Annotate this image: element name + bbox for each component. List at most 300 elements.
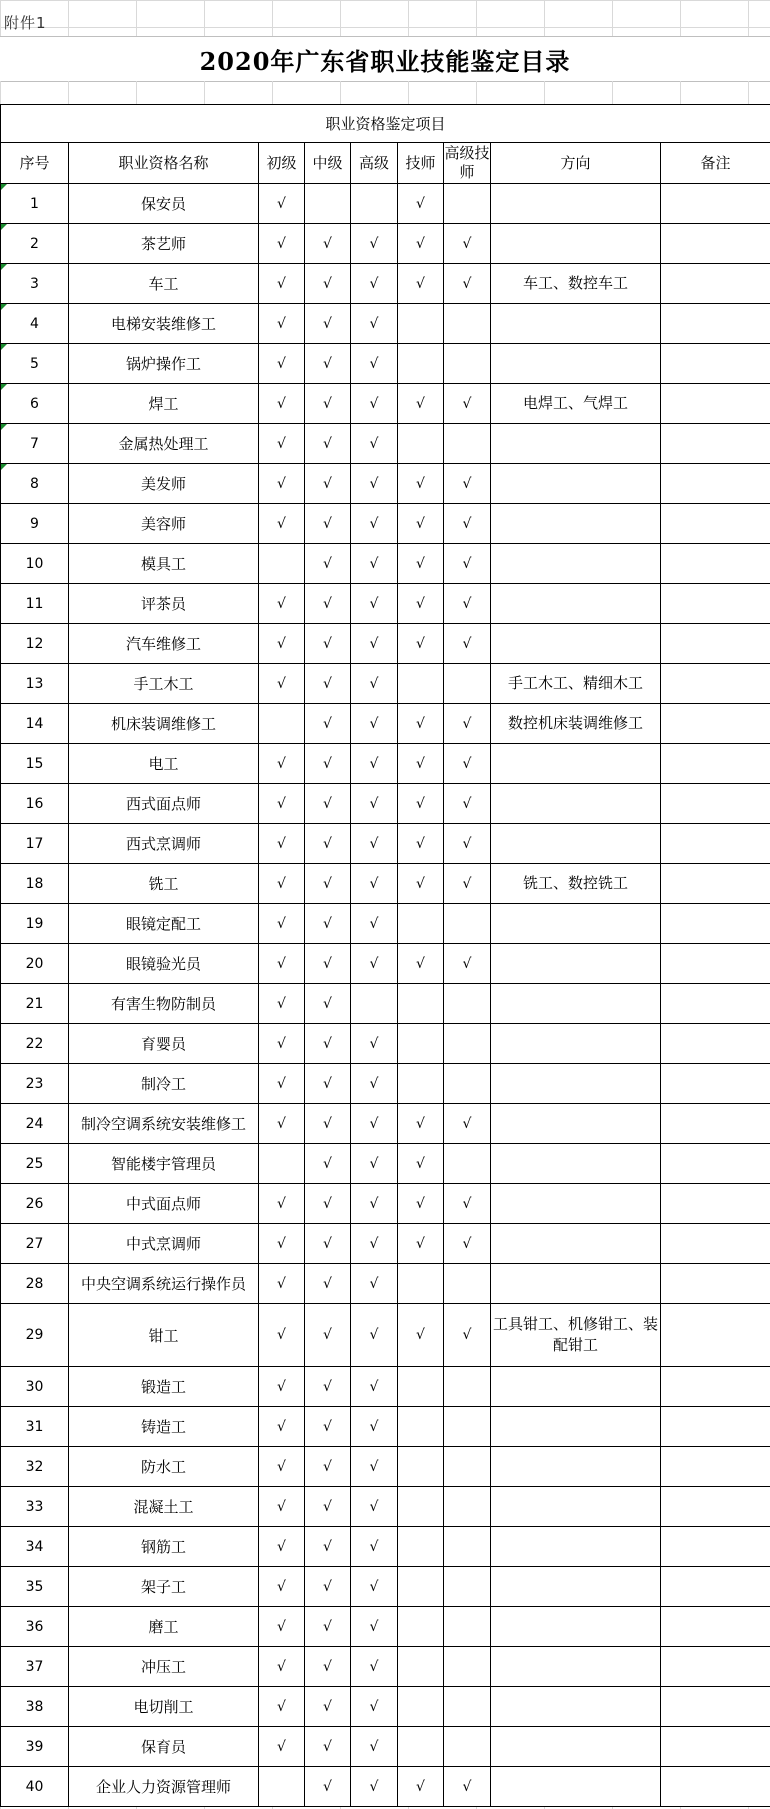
cell-occupation-name[interactable]: 车工 xyxy=(69,264,259,304)
cell-remarks[interactable] xyxy=(661,784,770,824)
cell-intermediate-check[interactable]: √ xyxy=(305,464,351,504)
cell-direction[interactable] xyxy=(491,624,661,664)
cell-direction[interactable] xyxy=(491,424,661,464)
cell-intermediate-check[interactable]: √ xyxy=(305,704,351,744)
cell-occupation-name[interactable]: 保育员 xyxy=(69,1727,259,1767)
cell-senior-technician-empty[interactable] xyxy=(444,1447,491,1487)
cell-seq[interactable]: 24 xyxy=(1,1104,69,1144)
cell-direction[interactable] xyxy=(491,184,661,224)
cell-remarks[interactable] xyxy=(661,1647,770,1687)
cell-seq[interactable]: 38 xyxy=(1,1687,69,1727)
cell-remarks[interactable] xyxy=(661,984,770,1024)
cell-seq[interactable]: 36 xyxy=(1,1607,69,1647)
cell-advanced-check[interactable]: √ xyxy=(351,784,398,824)
cell-advanced-check[interactable]: √ xyxy=(351,1607,398,1647)
cell-intermediate-check[interactable]: √ xyxy=(305,1367,351,1407)
cell-advanced-check[interactable]: √ xyxy=(351,1647,398,1687)
cell-technician-check[interactable]: √ xyxy=(398,1184,444,1224)
cell-technician-empty[interactable] xyxy=(398,1607,444,1647)
cell-occupation-name[interactable]: 汽车维修工 xyxy=(69,624,259,664)
cell-senior-technician-check[interactable]: √ xyxy=(444,264,491,304)
cell-direction[interactable] xyxy=(491,584,661,624)
cell-primary-check[interactable]: √ xyxy=(259,904,305,944)
cell-primary-check[interactable]: √ xyxy=(259,1687,305,1727)
cell-primary-check[interactable]: √ xyxy=(259,1647,305,1687)
cell-direction[interactable] xyxy=(491,1144,661,1184)
cell-intermediate-check[interactable]: √ xyxy=(305,1224,351,1264)
cell-technician-check[interactable]: √ xyxy=(398,1224,444,1264)
cell-technician-empty[interactable] xyxy=(398,1647,444,1687)
cell-occupation-name[interactable]: 制冷工 xyxy=(69,1064,259,1104)
cell-occupation-name[interactable]: 金属热处理工 xyxy=(69,424,259,464)
cell-direction[interactable] xyxy=(491,544,661,584)
cell-occupation-name[interactable]: 混凝土工 xyxy=(69,1487,259,1527)
cell-intermediate-check[interactable]: √ xyxy=(305,824,351,864)
cell-occupation-name[interactable]: 有害生物防制员 xyxy=(69,984,259,1024)
cell-primary-empty[interactable] xyxy=(259,1767,305,1807)
cell-intermediate-check[interactable]: √ xyxy=(305,224,351,264)
cell-intermediate-check[interactable]: √ xyxy=(305,344,351,384)
cell-advanced-check[interactable]: √ xyxy=(351,344,398,384)
cell-remarks[interactable] xyxy=(661,264,770,304)
cell-occupation-name[interactable]: 锅炉操作工 xyxy=(69,344,259,384)
cell-seq[interactable]: 13 xyxy=(1,664,69,704)
cell-seq[interactable]: 10 xyxy=(1,544,69,584)
cell-intermediate-check[interactable]: √ xyxy=(305,264,351,304)
cell-remarks[interactable] xyxy=(661,1104,770,1144)
cell-seq[interactable]: 33 xyxy=(1,1487,69,1527)
cell-senior-technician-check[interactable]: √ xyxy=(444,464,491,504)
cell-senior-technician-check[interactable]: √ xyxy=(444,504,491,544)
cell-remarks[interactable] xyxy=(661,544,770,584)
cell-primary-check[interactable]: √ xyxy=(259,1184,305,1224)
cell-senior-technician-empty[interactable] xyxy=(444,1687,491,1727)
cell-senior-technician-check[interactable]: √ xyxy=(444,1224,491,1264)
cell-senior-technician-check[interactable]: √ xyxy=(444,1304,491,1367)
cell-seq[interactable]: 23 xyxy=(1,1064,69,1104)
cell-primary-check[interactable]: √ xyxy=(259,424,305,464)
cell-intermediate-check[interactable]: √ xyxy=(305,1727,351,1767)
cell-remarks[interactable] xyxy=(661,704,770,744)
cell-senior-technician-empty[interactable] xyxy=(444,1407,491,1447)
cell-primary-check[interactable]: √ xyxy=(259,1367,305,1407)
cell-advanced-check[interactable]: √ xyxy=(351,624,398,664)
cell-senior-technician-check[interactable]: √ xyxy=(444,624,491,664)
cell-technician-check[interactable]: √ xyxy=(398,1104,444,1144)
cell-remarks[interactable] xyxy=(661,1487,770,1527)
cell-occupation-name[interactable]: 中式面点师 xyxy=(69,1184,259,1224)
cell-remarks[interactable] xyxy=(661,1447,770,1487)
cell-remarks[interactable] xyxy=(661,1407,770,1447)
cell-remarks[interactable] xyxy=(661,1727,770,1767)
cell-occupation-name[interactable]: 电工 xyxy=(69,744,259,784)
cell-remarks[interactable] xyxy=(661,424,770,464)
cell-direction[interactable]: 手工木工、精细木工 xyxy=(491,664,661,704)
cell-intermediate-check[interactable]: √ xyxy=(305,744,351,784)
cell-primary-check[interactable]: √ xyxy=(259,824,305,864)
cell-advanced-check[interactable]: √ xyxy=(351,944,398,984)
cell-seq[interactable]: 1 xyxy=(1,184,69,224)
cell-occupation-name[interactable]: 焊工 xyxy=(69,384,259,424)
cell-primary-check[interactable]: √ xyxy=(259,1407,305,1447)
cell-seq[interactable]: 19 xyxy=(1,904,69,944)
cell-primary-check[interactable]: √ xyxy=(259,1264,305,1304)
cell-intermediate-empty[interactable] xyxy=(305,184,351,224)
cell-occupation-name[interactable]: 茶艺师 xyxy=(69,224,259,264)
cell-direction[interactable] xyxy=(491,1687,661,1727)
cell-senior-technician-empty[interactable] xyxy=(444,1527,491,1567)
cell-direction[interactable] xyxy=(491,784,661,824)
cell-senior-technician-empty[interactable] xyxy=(444,1647,491,1687)
cell-seq[interactable]: 37 xyxy=(1,1647,69,1687)
cell-occupation-name[interactable]: 企业人力资源管理师 xyxy=(69,1767,259,1807)
cell-direction[interactable] xyxy=(491,1024,661,1064)
cell-technician-empty[interactable] xyxy=(398,1527,444,1567)
cell-senior-technician-check[interactable]: √ xyxy=(444,744,491,784)
cell-intermediate-check[interactable]: √ xyxy=(305,1304,351,1367)
cell-seq[interactable]: 25 xyxy=(1,1144,69,1184)
cell-technician-empty[interactable] xyxy=(398,304,444,344)
cell-primary-check[interactable]: √ xyxy=(259,864,305,904)
cell-occupation-name[interactable]: 机床装调维修工 xyxy=(69,704,259,744)
cell-remarks[interactable] xyxy=(661,384,770,424)
cell-intermediate-check[interactable]: √ xyxy=(305,984,351,1024)
cell-technician-empty[interactable] xyxy=(398,664,444,704)
cell-direction[interactable] xyxy=(491,1647,661,1687)
cell-technician-check[interactable]: √ xyxy=(398,1304,444,1367)
cell-intermediate-check[interactable]: √ xyxy=(305,944,351,984)
cell-direction[interactable] xyxy=(491,944,661,984)
cell-intermediate-check[interactable]: √ xyxy=(305,1144,351,1184)
cell-remarks[interactable] xyxy=(661,584,770,624)
cell-advanced-check[interactable]: √ xyxy=(351,1064,398,1104)
cell-technician-empty[interactable] xyxy=(398,1567,444,1607)
cell-primary-check[interactable]: √ xyxy=(259,1064,305,1104)
cell-occupation-name[interactable]: 西式烹调师 xyxy=(69,824,259,864)
cell-occupation-name[interactable]: 铣工 xyxy=(69,864,259,904)
cell-technician-check[interactable]: √ xyxy=(398,624,444,664)
cell-seq[interactable]: 17 xyxy=(1,824,69,864)
cell-senior-technician-empty[interactable] xyxy=(444,1064,491,1104)
cell-senior-technician-empty[interactable] xyxy=(444,984,491,1024)
cell-senior-technician-check[interactable]: √ xyxy=(444,704,491,744)
cell-primary-check[interactable]: √ xyxy=(259,384,305,424)
cell-seq[interactable]: 39 xyxy=(1,1727,69,1767)
cell-direction[interactable] xyxy=(491,304,661,344)
cell-senior-technician-check[interactable]: √ xyxy=(444,784,491,824)
cell-primary-check[interactable]: √ xyxy=(259,504,305,544)
cell-advanced-check[interactable]: √ xyxy=(351,504,398,544)
cell-direction[interactable]: 数控机床装调维修工 xyxy=(491,704,661,744)
cell-occupation-name[interactable]: 钢筋工 xyxy=(69,1527,259,1567)
cell-technician-check[interactable]: √ xyxy=(398,784,444,824)
cell-senior-technician-empty[interactable] xyxy=(444,1367,491,1407)
cell-senior-technician-empty[interactable] xyxy=(444,1144,491,1184)
cell-remarks[interactable] xyxy=(661,1264,770,1304)
cell-seq[interactable]: 22 xyxy=(1,1024,69,1064)
cell-direction[interactable] xyxy=(491,224,661,264)
cell-direction[interactable] xyxy=(491,1264,661,1304)
cell-technician-empty[interactable] xyxy=(398,1487,444,1527)
cell-technician-empty[interactable] xyxy=(398,1447,444,1487)
cell-primary-check[interactable]: √ xyxy=(259,1447,305,1487)
cell-primary-check[interactable]: √ xyxy=(259,184,305,224)
cell-seq[interactable]: 27 xyxy=(1,1224,69,1264)
cell-senior-technician-check[interactable]: √ xyxy=(444,944,491,984)
cell-direction[interactable] xyxy=(491,1407,661,1447)
cell-primary-check[interactable]: √ xyxy=(259,1487,305,1527)
cell-advanced-check[interactable]: √ xyxy=(351,304,398,344)
cell-advanced-empty[interactable] xyxy=(351,184,398,224)
cell-technician-empty[interactable] xyxy=(398,1024,444,1064)
cell-seq[interactable]: 15 xyxy=(1,744,69,784)
cell-remarks[interactable] xyxy=(661,1064,770,1104)
cell-seq[interactable]: 21 xyxy=(1,984,69,1024)
cell-remarks[interactable] xyxy=(661,224,770,264)
cell-primary-check[interactable]: √ xyxy=(259,744,305,784)
cell-senior-technician-empty[interactable] xyxy=(444,1567,491,1607)
cell-direction[interactable] xyxy=(491,1567,661,1607)
cell-direction[interactable] xyxy=(491,1224,661,1264)
cell-direction[interactable] xyxy=(491,1527,661,1567)
cell-direction[interactable] xyxy=(491,344,661,384)
cell-seq[interactable]: 34 xyxy=(1,1527,69,1567)
cell-intermediate-check[interactable]: √ xyxy=(305,304,351,344)
cell-senior-technician-check[interactable]: √ xyxy=(444,864,491,904)
cell-intermediate-check[interactable]: √ xyxy=(305,1024,351,1064)
cell-senior-technician-check[interactable]: √ xyxy=(444,224,491,264)
cell-technician-check[interactable]: √ xyxy=(398,464,444,504)
cell-senior-technician-check[interactable]: √ xyxy=(444,1767,491,1807)
cell-advanced-check[interactable]: √ xyxy=(351,904,398,944)
cell-direction[interactable] xyxy=(491,504,661,544)
cell-intermediate-check[interactable]: √ xyxy=(305,1687,351,1727)
cell-remarks[interactable] xyxy=(661,624,770,664)
cell-primary-check[interactable]: √ xyxy=(259,224,305,264)
cell-primary-check[interactable]: √ xyxy=(259,264,305,304)
cell-advanced-check[interactable]: √ xyxy=(351,1567,398,1607)
cell-occupation-name[interactable]: 眼镜验光员 xyxy=(69,944,259,984)
cell-occupation-name[interactable]: 电梯安装维修工 xyxy=(69,304,259,344)
cell-intermediate-check[interactable]: √ xyxy=(305,1487,351,1527)
cell-advanced-check[interactable]: √ xyxy=(351,1687,398,1727)
cell-occupation-name[interactable]: 钳工 xyxy=(69,1304,259,1367)
cell-occupation-name[interactable]: 中央空调系统运行操作员 xyxy=(69,1264,259,1304)
cell-intermediate-check[interactable]: √ xyxy=(305,864,351,904)
cell-advanced-check[interactable]: √ xyxy=(351,1367,398,1407)
cell-technician-empty[interactable] xyxy=(398,1407,444,1447)
cell-technician-empty[interactable] xyxy=(398,1264,444,1304)
cell-technician-check[interactable]: √ xyxy=(398,584,444,624)
cell-remarks[interactable] xyxy=(661,344,770,384)
cell-senior-technician-empty[interactable] xyxy=(444,1024,491,1064)
cell-seq[interactable]: 31 xyxy=(1,1407,69,1447)
cell-primary-check[interactable]: √ xyxy=(259,1104,305,1144)
cell-primary-check[interactable]: √ xyxy=(259,1607,305,1647)
cell-senior-technician-empty[interactable] xyxy=(444,664,491,704)
cell-advanced-check[interactable]: √ xyxy=(351,1407,398,1447)
cell-intermediate-check[interactable]: √ xyxy=(305,1527,351,1567)
cell-technician-check[interactable]: √ xyxy=(398,944,444,984)
cell-direction[interactable] xyxy=(491,1104,661,1144)
cell-advanced-check[interactable]: √ xyxy=(351,704,398,744)
cell-seq[interactable]: 11 xyxy=(1,584,69,624)
cell-direction[interactable]: 工具钳工、机修钳工、装配钳工 xyxy=(491,1304,661,1367)
cell-seq[interactable]: 30 xyxy=(1,1367,69,1407)
cell-technician-check[interactable]: √ xyxy=(398,704,444,744)
cell-seq[interactable]: 6 xyxy=(1,384,69,424)
cell-remarks[interactable] xyxy=(661,1184,770,1224)
cell-remarks[interactable] xyxy=(661,304,770,344)
cell-occupation-name[interactable]: 防水工 xyxy=(69,1447,259,1487)
cell-intermediate-check[interactable]: √ xyxy=(305,424,351,464)
cell-seq[interactable]: 20 xyxy=(1,944,69,984)
cell-senior-technician-empty[interactable] xyxy=(444,1727,491,1767)
cell-occupation-name[interactable]: 锻造工 xyxy=(69,1367,259,1407)
cell-technician-check[interactable]: √ xyxy=(398,504,444,544)
cell-intermediate-check[interactable]: √ xyxy=(305,1647,351,1687)
cell-senior-technician-check[interactable]: √ xyxy=(444,824,491,864)
cell-intermediate-check[interactable]: √ xyxy=(305,1184,351,1224)
cell-advanced-check[interactable]: √ xyxy=(351,224,398,264)
cell-technician-empty[interactable] xyxy=(398,344,444,384)
cell-intermediate-check[interactable]: √ xyxy=(305,1104,351,1144)
cell-seq[interactable]: 4 xyxy=(1,304,69,344)
cell-intermediate-check[interactable]: √ xyxy=(305,624,351,664)
cell-direction[interactable] xyxy=(491,1367,661,1407)
cell-occupation-name[interactable]: 美容师 xyxy=(69,504,259,544)
cell-advanced-check[interactable]: √ xyxy=(351,1024,398,1064)
cell-remarks[interactable] xyxy=(661,904,770,944)
cell-occupation-name[interactable]: 铸造工 xyxy=(69,1407,259,1447)
cell-senior-technician-empty[interactable] xyxy=(444,184,491,224)
cell-remarks[interactable] xyxy=(661,1304,770,1367)
cell-primary-check[interactable]: √ xyxy=(259,304,305,344)
cell-occupation-name[interactable]: 冲压工 xyxy=(69,1647,259,1687)
cell-seq[interactable]: 3 xyxy=(1,264,69,304)
cell-advanced-check[interactable]: √ xyxy=(351,1727,398,1767)
cell-technician-check[interactable]: √ xyxy=(398,1767,444,1807)
cell-remarks[interactable] xyxy=(661,1144,770,1184)
cell-intermediate-check[interactable]: √ xyxy=(305,784,351,824)
cell-seq[interactable]: 7 xyxy=(1,424,69,464)
cell-seq[interactable]: 18 xyxy=(1,864,69,904)
cell-technician-check[interactable]: √ xyxy=(398,744,444,784)
cell-direction[interactable] xyxy=(491,744,661,784)
cell-advanced-empty[interactable] xyxy=(351,984,398,1024)
cell-intermediate-check[interactable]: √ xyxy=(305,544,351,584)
cell-advanced-check[interactable]: √ xyxy=(351,1264,398,1304)
cell-primary-check[interactable]: √ xyxy=(259,1224,305,1264)
cell-advanced-check[interactable]: √ xyxy=(351,544,398,584)
cell-technician-empty[interactable] xyxy=(398,1687,444,1727)
cell-primary-check[interactable]: √ xyxy=(259,1567,305,1607)
cell-intermediate-check[interactable]: √ xyxy=(305,384,351,424)
cell-direction[interactable]: 车工、数控车工 xyxy=(491,264,661,304)
cell-primary-check[interactable]: √ xyxy=(259,624,305,664)
cell-intermediate-check[interactable]: √ xyxy=(305,904,351,944)
cell-direction[interactable] xyxy=(491,1487,661,1527)
cell-direction[interactable]: 电焊工、气焊工 xyxy=(491,384,661,424)
cell-direction[interactable]: 铣工、数控铣工 xyxy=(491,864,661,904)
cell-technician-check[interactable]: √ xyxy=(398,264,444,304)
cell-seq[interactable]: 28 xyxy=(1,1264,69,1304)
cell-remarks[interactable] xyxy=(661,1687,770,1727)
cell-intermediate-check[interactable]: √ xyxy=(305,1767,351,1807)
cell-occupation-name[interactable]: 西式面点师 xyxy=(69,784,259,824)
cell-senior-technician-check[interactable]: √ xyxy=(444,1184,491,1224)
cell-occupation-name[interactable]: 架子工 xyxy=(69,1567,259,1607)
cell-seq[interactable]: 16 xyxy=(1,784,69,824)
cell-intermediate-check[interactable]: √ xyxy=(305,1567,351,1607)
cell-occupation-name[interactable]: 智能楼宇管理员 xyxy=(69,1144,259,1184)
cell-occupation-name[interactable]: 电切削工 xyxy=(69,1687,259,1727)
cell-technician-empty[interactable] xyxy=(398,1367,444,1407)
cell-advanced-check[interactable]: √ xyxy=(351,464,398,504)
cell-advanced-check[interactable]: √ xyxy=(351,584,398,624)
cell-advanced-check[interactable]: √ xyxy=(351,1304,398,1367)
cell-seq[interactable]: 14 xyxy=(1,704,69,744)
cell-primary-check[interactable]: √ xyxy=(259,664,305,704)
cell-advanced-check[interactable]: √ xyxy=(351,1144,398,1184)
cell-seq[interactable]: 8 xyxy=(1,464,69,504)
cell-seq[interactable]: 2 xyxy=(1,224,69,264)
cell-senior-technician-empty[interactable] xyxy=(444,1264,491,1304)
cell-advanced-check[interactable]: √ xyxy=(351,1184,398,1224)
cell-senior-technician-empty[interactable] xyxy=(444,424,491,464)
cell-technician-empty[interactable] xyxy=(398,984,444,1024)
cell-remarks[interactable] xyxy=(661,1607,770,1647)
cell-senior-technician-empty[interactable] xyxy=(444,344,491,384)
cell-primary-check[interactable]: √ xyxy=(259,1727,305,1767)
cell-advanced-check[interactable]: √ xyxy=(351,744,398,784)
cell-advanced-check[interactable]: √ xyxy=(351,824,398,864)
cell-occupation-name[interactable]: 中式烹调师 xyxy=(69,1224,259,1264)
cell-seq[interactable]: 9 xyxy=(1,504,69,544)
cell-remarks[interactable] xyxy=(661,944,770,984)
cell-primary-empty[interactable] xyxy=(259,704,305,744)
cell-occupation-name[interactable]: 磨工 xyxy=(69,1607,259,1647)
cell-direction[interactable] xyxy=(491,1064,661,1104)
cell-remarks[interactable] xyxy=(661,824,770,864)
cell-advanced-check[interactable]: √ xyxy=(351,1487,398,1527)
cell-advanced-check[interactable]: √ xyxy=(351,424,398,464)
cell-advanced-check[interactable]: √ xyxy=(351,1447,398,1487)
cell-advanced-check[interactable]: √ xyxy=(351,384,398,424)
cell-technician-check[interactable]: √ xyxy=(398,384,444,424)
cell-seq[interactable]: 32 xyxy=(1,1447,69,1487)
cell-seq[interactable]: 12 xyxy=(1,624,69,664)
cell-seq[interactable]: 26 xyxy=(1,1184,69,1224)
cell-seq[interactable]: 40 xyxy=(1,1767,69,1807)
cell-intermediate-check[interactable]: √ xyxy=(305,1064,351,1104)
cell-occupation-name[interactable]: 美发师 xyxy=(69,464,259,504)
cell-senior-technician-check[interactable]: √ xyxy=(444,384,491,424)
cell-primary-check[interactable]: √ xyxy=(259,1024,305,1064)
cell-primary-check[interactable]: √ xyxy=(259,1527,305,1567)
cell-technician-empty[interactable] xyxy=(398,1064,444,1104)
cell-remarks[interactable] xyxy=(661,1767,770,1807)
cell-occupation-name[interactable]: 评茶员 xyxy=(69,584,259,624)
cell-technician-check[interactable]: √ xyxy=(398,1144,444,1184)
cell-primary-check[interactable]: √ xyxy=(259,784,305,824)
cell-advanced-check[interactable]: √ xyxy=(351,1767,398,1807)
cell-senior-technician-empty[interactable] xyxy=(444,904,491,944)
cell-senior-technician-check[interactable]: √ xyxy=(444,544,491,584)
cell-remarks[interactable] xyxy=(661,864,770,904)
cell-remarks[interactable] xyxy=(661,464,770,504)
cell-remarks[interactable] xyxy=(661,744,770,784)
